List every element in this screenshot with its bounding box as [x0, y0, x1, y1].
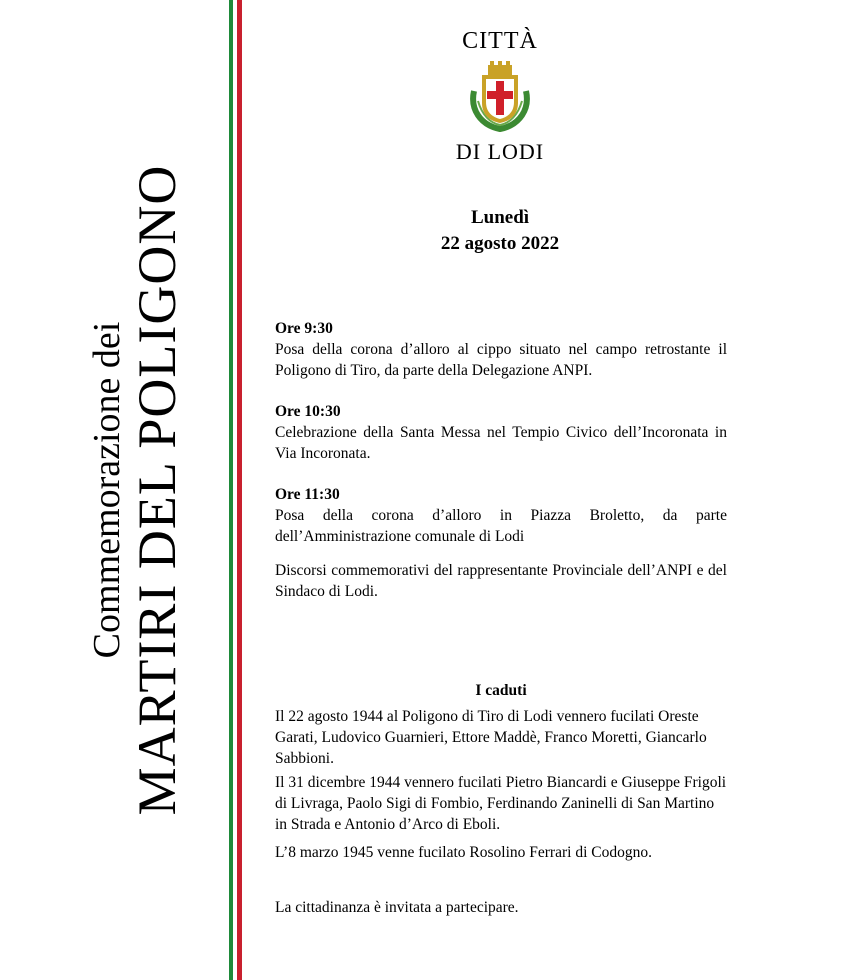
date-full: 22 agosto 2022	[440, 233, 560, 254]
title-line-2: MARTIRI DEL POLIGONO	[127, 164, 187, 816]
program-text: Celebrazione della Santa Messa nel Tempio Civico dell’Incoronata in Via Incoronata.	[275, 424, 727, 462]
program-item	[275, 484, 727, 547]
fallen-paragraph: L’8 marzo 1945 venne fucilato Rosolino Ferrari di Codogno.	[275, 844, 652, 861]
fallen-paragraph: Il 22 agosto 1944 al Poligono di Tiro di Lodi vennero fucilati Oreste Garati, Ludovico Guarnieri, Ettore Maddè, Franco Moretti, Giancarlo Sabbioni.	[275, 708, 707, 767]
program-item	[275, 401, 727, 464]
logo-bottom-text: DI LODI	[455, 139, 545, 164]
city-logo	[445, 28, 555, 165]
logo-top-text: CITTÀ	[462, 28, 538, 54]
vertical-title	[86, 165, 186, 816]
program-time: Ore 9:30	[275, 320, 333, 337]
program-time: Ore 11:30	[275, 486, 340, 503]
title-line-1: Commemorazione dei	[86, 321, 128, 659]
fallen-paragraph: Il 31 dicembre 1944 vennero fucilati Pietro Biancardi e Giuseppe Frigoli di Livraga, Paolo Sigi di Fombio, Ferdinando Zaninelli di San Martino in Strada e Antonio d’Arco di Eboli.	[275, 774, 727, 833]
coat-of-arms-icon	[468, 61, 532, 133]
date-day: Lunedì	[470, 207, 530, 228]
speeches-text: Discorsi commemorativi del rappresentante Provinciale dell’ANPI e del Sindaco di Lodi.	[275, 562, 727, 600]
program-text: Posa della corona d’alloro in Piazza Broletto, da parte dell’Amministrazione comunale di Lodi	[275, 507, 727, 545]
program-text: Posa della corona d’alloro al cippo situato nel campo retrostante il Poligono di Tiro, da parte della Delegazione ANPI.	[275, 341, 727, 379]
event-date	[420, 205, 580, 257]
program-item	[275, 318, 727, 381]
program-time: Ore 10:30	[275, 403, 341, 420]
invitation-text: La cittadinanza è invitata a partecipare.	[275, 899, 519, 916]
fallen-heading: I caduti	[475, 682, 527, 699]
flag-stripe-red	[237, 0, 242, 980]
